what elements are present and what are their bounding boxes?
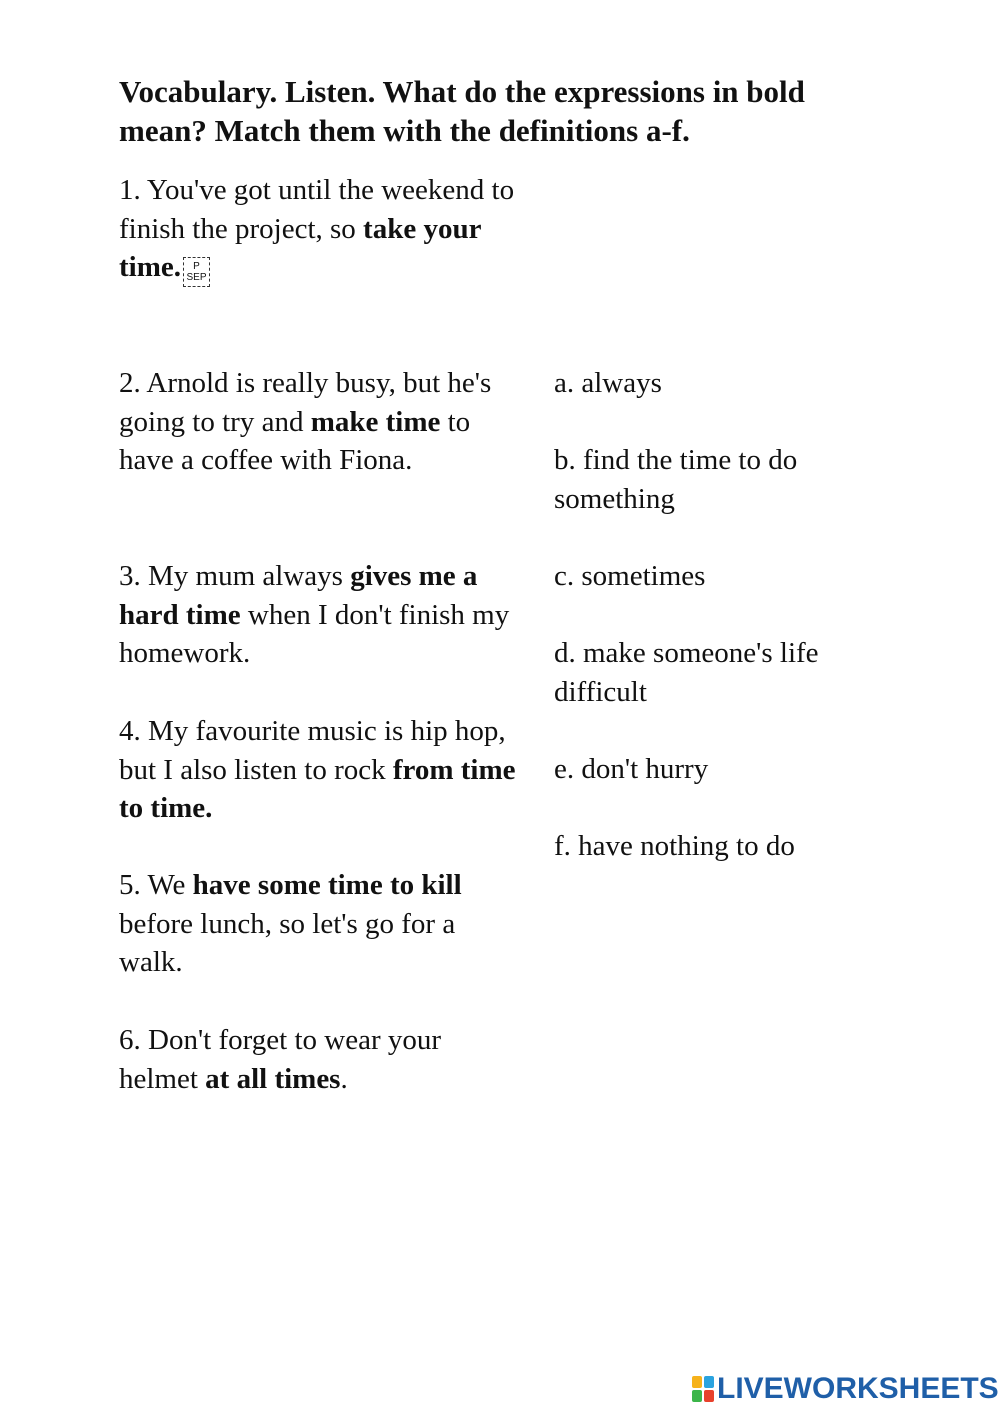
definition-c: c. sometimes — [554, 560, 706, 592]
liveworksheets-logo-text: LIVEWORKSHEETS — [717, 1372, 999, 1405]
sentence-5-text: 5. We — [119, 869, 193, 901]
definition-f: f. have nothing to do — [554, 830, 795, 862]
sentence-5-text-after: before lunch, so let's go for a walk. — [119, 907, 456, 978]
sentence-3 — [119, 557, 519, 673]
sentence-2 — [119, 364, 519, 480]
sentence-2-text-after: to have a coffee with Fiona. — [119, 405, 471, 476]
sentence-3-text-after: when I don't finish my homework. — [119, 598, 510, 669]
separator-glyph: P SEP — [183, 257, 210, 287]
sentence-1-text: 1. You've got until the weekend to finish the project, so — [119, 174, 515, 245]
definition-a: a. always — [554, 367, 662, 399]
sentence-4 — [119, 712, 519, 828]
liveworksheets-logo — [692, 1374, 999, 1404]
sentence-3-expression: gives me a hard time — [119, 560, 478, 631]
sentence-3-text: 3. My mum always — [119, 560, 351, 592]
sentence-6-text-after: . — [340, 1062, 348, 1095]
liveworksheets-logo-icon — [692, 1376, 714, 1402]
definition-d: d. make someone's life difficult — [554, 637, 819, 708]
page-title: Vocabulary. Listen. What do the expressions in bold mean? Match them with the definitions a-f. — [119, 74, 805, 148]
definition-b: b. find the time to do something — [554, 444, 798, 515]
sentence-6-text: 6. Don't forget to wear your helmet — [119, 1024, 442, 1095]
sentence-5-expression: have some time to kill — [192, 869, 462, 901]
sentence-4-expression: from time to time. — [119, 753, 516, 824]
definition-e: e. don't hurry — [554, 753, 709, 785]
sentence-6-expression: at all times — [205, 1062, 341, 1095]
sentence-1-expression: take your time. — [119, 212, 481, 283]
sentence-4-text: 4. My favourite music is hip hop, but I also listen to rock — [119, 715, 506, 786]
sentence-5 — [119, 866, 519, 982]
sentence-6 — [119, 1021, 519, 1098]
sentence-1 — [119, 171, 519, 287]
sentence-2-expression: make time — [310, 405, 441, 438]
sentence-2-text: 2. Arnold is really busy, but he's going to try and — [119, 367, 492, 438]
